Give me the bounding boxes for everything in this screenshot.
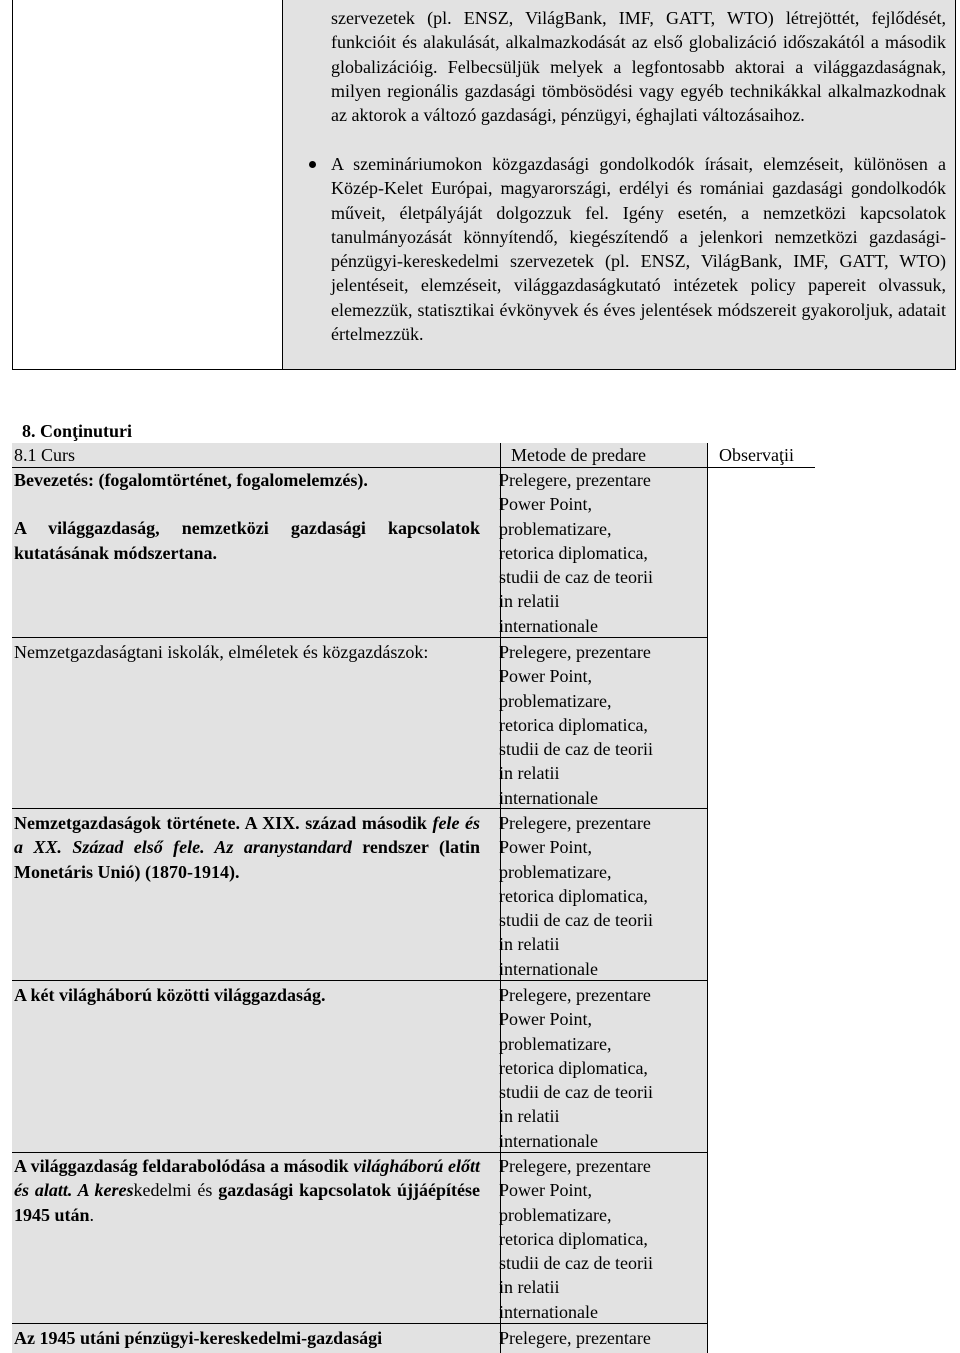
table-row-3-methods: Prelegere, prezentare Power Point, problematizare, retorica diplomatica, studii de caz de teorii in relatii internationale	[499, 813, 653, 979]
table-row-5-methods: Prelegere, prezentare Power Point, problematizare, retorica diplomatica, studii de caz de teorii in relatii internationale	[499, 1156, 653, 1322]
objectives-paragraph-1: szervezetek (pl. ENSZ, VilágBank, IMF, GATT, WTO) létrejöttét, fejlődését, funkcióit és alakulását, alkalmazkodását az első globalizáció időszakától a második globalizációig. Felbecsüljük melyek a legfontosabb aktorai a világgazdaságnak, milyen regionális gazdasági tömbösödési vagy egyéb technikákkal alkalmazkodnak az aktorok a változó gazdasági, pénzügyi, éghajlati változásaihoz.	[331, 8, 946, 126]
table-row-4-topic: A két világháború közötti világgazdaság.	[14, 985, 326, 1005]
table-row-6-topic: Az 1945 utáni pénzügyi-kereskedelmi-gazdasági	[14, 1328, 383, 1348]
empty-left-cell	[13, 0, 283, 369]
table-row-1-methods: Prelegere, prezentare Power Point, problematizare, retorica diplomatica, studii de caz de teorii in relatii internationale	[499, 470, 653, 636]
objectives-paragraph-2: A szemináriumokon közgazdasági gondolkodók írásait, elemzéseit, különösen a Közép-Kelet Európai, magyarországi, erdélyi és romániai gazdasági gondolkodók műveit, életpályáját dolgozzuk fel. Igény esetén, a nemzetközi kapcsolatok tanulmányozását könnyítendő, kiegészítendő a jelenkori nemzetközi gazdasági-pénzügyi-kereskedelmi szervezetek (pl. ENSZ, VilágBank, IMF, GATT, WTO) jelentéseit, elemzéseit, világgazdaságkutató intézetek policy papereit olvassuk, elemezzük, statisztikai évkönyvek és éves jelentések módszereit gyakoroljuk, adatait értelmezzük.	[331, 154, 946, 345]
header-course: 8.1 Curs	[12, 443, 500, 468]
table-row-6-methods: Prelegere, prezentare	[499, 1328, 651, 1348]
table-row-2-topic: Nemzetgazdaságtani iskolák, elméletek és közgazdászok:	[14, 642, 429, 662]
header-teaching-methods: Metode de predare	[500, 443, 707, 468]
header-observations: Observaţii	[707, 443, 815, 468]
section-heading: 8. Conţinuturi	[22, 421, 133, 441]
column-divider	[707, 468, 708, 1353]
bullet-icon	[309, 161, 316, 168]
table-row-4-methods: Prelegere, prezentare Power Point, problematizare, retorica diplomatica, studii de caz de teorii in relatii internationale	[499, 985, 653, 1151]
table-row-5-topic: A világgazdaság feldarabolódása a második világháború előtt és alatt. A kereskedelmi és gazdasági kapcsolatok újjáépítése 1945 után.	[14, 1156, 480, 1225]
table-row-1-topic: Bevezetés: (fogalomtörténet, fogalomelemzés). A világgazdaság, nemzetközi gazdasági kapcsolatok kutatásának módszertana.	[14, 470, 480, 563]
table-row-3-topic: Nemzetgazdaságok története. A XIX. század második fele és a XX. Század első fele. Az aranystandard rendszer (latin Monetáris Unió) (1870-1914).	[14, 813, 481, 882]
table-row-2-methods: Prelegere, prezentare Power Point, problematizare, retorica diplomatica, studii de caz de teorii in relatii internationale	[499, 642, 653, 808]
